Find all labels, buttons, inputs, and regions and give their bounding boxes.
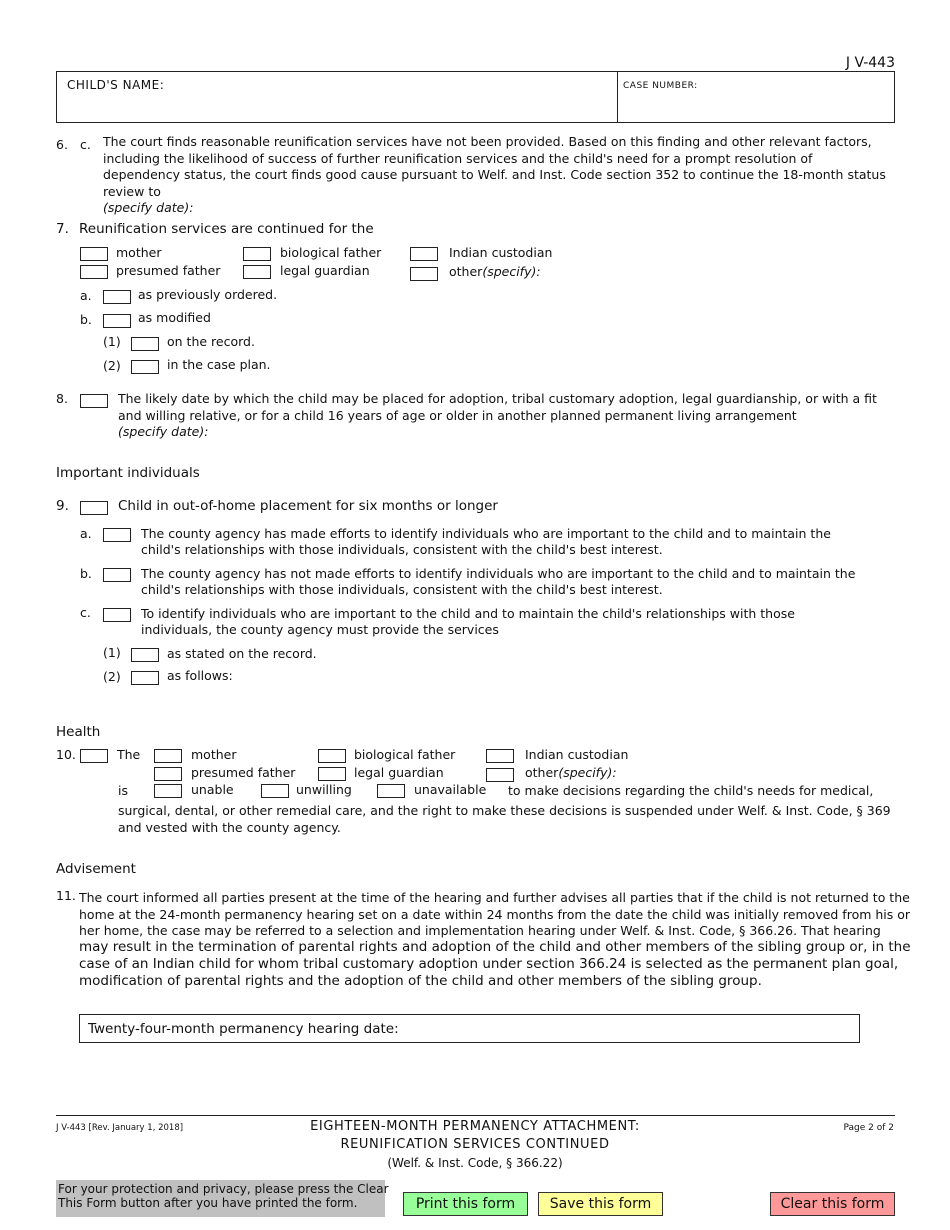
child-name-label: CHILD'S NAME: (67, 78, 165, 92)
item8-checkbox[interactable] (80, 394, 108, 408)
item6-letter: c. (80, 137, 91, 152)
item9-a-letter: a. (80, 526, 92, 541)
item9-b-line1: The county agency has not made efforts to identify individuals who are important to the child and to maintain the (141, 566, 856, 581)
item9-b-checkbox[interactable] (103, 568, 131, 582)
item9-c1-num: (1) (103, 645, 121, 660)
item9-title: Child in out-of-home placement for six months or longer (118, 498, 498, 514)
item7-a-text: as previously ordered. (138, 287, 278, 302)
item7-mother-checkbox[interactable] (80, 247, 108, 261)
item11-line2: home at the 24-month permanency hearing set on a date within 24 months from the date the child was initially removed from his or (79, 907, 911, 922)
item9-a-line1: The county agency has made efforts to identify individuals who are important to the child and to maintain the (141, 526, 831, 541)
case-number-field[interactable] (618, 72, 894, 122)
item7-b1-checkbox[interactable] (131, 337, 159, 351)
item7-legal-guardian-checkbox[interactable] (243, 265, 271, 279)
item7-mother-label: mother (116, 245, 162, 260)
item11-line3: her home, the case may be referred to a selection and implementation hearing under Welf. & Inst. Code, § 366.26. That hearing (79, 923, 881, 938)
item9-a-line2: child's relationships with those individuals, consistent with the child's best interest. (141, 542, 663, 557)
hearing-date-label: Twenty-four-month permanency hearing date: (88, 1021, 399, 1037)
clear-form-button[interactable]: Clear this form (770, 1192, 895, 1216)
item9-checkbox[interactable] (80, 501, 108, 515)
item10-mother-checkbox[interactable] (154, 749, 182, 763)
item10-other-label (525, 765, 617, 781)
item11-line4: may result in the termination of parental rights and adoption of the child and other members of the sibling group or, in the (79, 939, 911, 955)
item9-c2-text: as follows: (167, 668, 233, 683)
item7-b-checkbox[interactable] (103, 314, 131, 328)
item9-number: 9. (56, 498, 69, 514)
item7-presumed-father-checkbox[interactable] (80, 265, 108, 279)
item9-b-letter: b. (80, 566, 92, 581)
item9-b-line2: child's relationships with those individuals, consistent with the child's best interest. (141, 582, 663, 597)
item11-number: 11. (56, 888, 76, 903)
item7-bio-father-label: biological father (280, 245, 382, 260)
item10-legal-guardian-label: legal guardian (354, 765, 444, 780)
item9-c1-text: as stated on the record. (167, 646, 317, 661)
print-form-button[interactable]: Print this form (403, 1192, 528, 1216)
item7-other-specify: (specify): (482, 264, 541, 279)
item7-a-letter: a. (80, 288, 92, 303)
item7-other-checkbox[interactable] (410, 267, 438, 281)
item10-tail3: and vested with the county agency. (118, 820, 341, 835)
privacy-line2: This Form button after you have printed the form. (58, 1196, 358, 1210)
item7-b-letter: b. (80, 312, 92, 327)
hearing-date-field[interactable] (79, 1014, 860, 1043)
item7-bio-father-checkbox[interactable] (243, 247, 271, 261)
item9-c-checkbox[interactable] (103, 608, 131, 622)
item11-line6: modification of parental rights and the adoption of the child and other members of the sibling group. (79, 973, 762, 989)
item10-unable-label: unable (191, 782, 234, 797)
privacy-notice (56, 1180, 389, 1217)
item7-b2-text: in the case plan. (167, 357, 271, 372)
advisement-heading: Advisement (56, 861, 136, 877)
item7-indian-custodian-checkbox[interactable] (410, 247, 438, 261)
item6-specify: (specify date): (103, 200, 194, 215)
item10-presumed-father-label: presumed father (191, 765, 296, 780)
item8-text (118, 391, 893, 441)
item7-b-text: as modified (138, 310, 211, 325)
item10-legal-guardian-checkbox[interactable] (318, 767, 346, 781)
footer-title-line2: REUNIFICATION SERVICES CONTINUED (340, 1137, 610, 1152)
item10-unable-checkbox[interactable] (154, 784, 182, 798)
item10-is: is (118, 783, 128, 798)
item7-presumed-father-label: presumed father (116, 263, 221, 278)
item10-indian-custodian-label: Indian custodian (525, 747, 629, 762)
item10-mother-label: mother (191, 747, 237, 762)
item10-number: 10. (56, 747, 76, 762)
item10-other-specify: (specify): (558, 765, 617, 780)
item7-a-checkbox[interactable] (103, 290, 131, 304)
footer-citation: (Welf. & Inst. Code, § 366.22) (387, 1156, 563, 1170)
footer-divider (56, 1115, 895, 1116)
item8-body: The likely date by which the child may be placed for adoption, tribal customary adoption, legal guardianship, or with a fit and willing relative, or for a child 16 years of age or older in another planned permanent living arrangement (118, 391, 877, 423)
footer-title-line1: EIGHTEEN-MONTH PERMANENCY ATTACHMENT: (310, 1119, 640, 1134)
item6-body: The court finds reasonable reunification services have not been provided. Based on this finding and other relevant factors, including the likelihood of success of further reunification services and the child's need for a prompt resolution of dependency status, the court finds good cause pursuant to Welf. and Inst. Code section 352 to continue the 18-month status review to (103, 134, 886, 199)
header-box (56, 71, 895, 123)
item10-unavailable-checkbox[interactable] (377, 784, 405, 798)
item10-indian-custodian-checkbox[interactable] (486, 749, 514, 763)
item7-b1-num: (1) (103, 334, 121, 349)
item9-a-checkbox[interactable] (103, 528, 131, 542)
item7-heading: Reunification services are continued for the (79, 221, 374, 237)
item7-b1-text: on the record. (167, 334, 255, 349)
item6-text (103, 134, 893, 217)
item10-presumed-father-checkbox[interactable] (154, 767, 182, 781)
item10-other-text: other (525, 765, 559, 780)
item7-legal-guardian-label: legal guardian (280, 263, 370, 278)
item8-number: 8. (56, 391, 68, 406)
case-number-label: CASE NUMBER: (623, 81, 698, 91)
important-heading: Important individuals (56, 465, 200, 481)
item10-tail1: to make decisions regarding the child's needs for medical, (508, 783, 874, 798)
item7-other-text: other (449, 264, 483, 279)
item9-c-letter: c. (80, 605, 91, 620)
item11-line5: case of an Indian child for whom tribal customary adoption under section 366.24 is selected as the permanent plan goal, (79, 956, 899, 972)
item7-number: 7. (56, 221, 69, 237)
item9-c2-num: (2) (103, 669, 121, 684)
item10-unavailable-label: unavailable (414, 782, 487, 797)
item10-bio-father-label: biological father (354, 747, 456, 762)
item10-unwilling-label: unwilling (296, 782, 352, 797)
item9-c1-checkbox[interactable] (131, 648, 159, 662)
health-heading: Health (56, 724, 101, 740)
item10-checkbox[interactable] (80, 749, 108, 763)
item8-specify: (specify date): (118, 424, 209, 439)
item10-other-checkbox[interactable] (486, 768, 514, 782)
item11-line1: The court informed all parties present at the time of the hearing and further advises all parties that if the child is not returned to the (79, 890, 910, 905)
privacy-line1: For your protection and privacy, please press the Clear (58, 1182, 389, 1196)
form-id: J V-443 (845, 55, 895, 71)
item10-the: The (117, 747, 141, 762)
footer-page-number: Page 2 of 2 (843, 1123, 894, 1133)
item10-tail2: surgical, dental, or other remedial care, and the right to make these decisions is suspended under Welf. & Inst. Code, § 369 (118, 803, 891, 818)
item7-other-label (449, 264, 541, 280)
item10-bio-father-checkbox[interactable] (318, 749, 346, 763)
item10-unwilling-checkbox[interactable] (261, 784, 289, 798)
item6-number: 6. (56, 137, 68, 152)
item9-c-line2: individuals, the county agency must provide the services (141, 622, 499, 637)
save-form-button[interactable]: Save this form (538, 1192, 663, 1216)
child-name-field[interactable] (57, 72, 618, 122)
item7-b2-num: (2) (103, 358, 121, 373)
item7-indian-custodian-label: Indian custodian (449, 245, 553, 260)
footer-form-rev: J V-443 [Rev. January 1, 2018] (56, 1123, 184, 1133)
item9-c-line1: To identify individuals who are important to the child and to maintain the child's relationships with those (141, 606, 795, 621)
item9-c2-checkbox[interactable] (131, 671, 159, 685)
item7-b2-checkbox[interactable] (131, 360, 159, 374)
